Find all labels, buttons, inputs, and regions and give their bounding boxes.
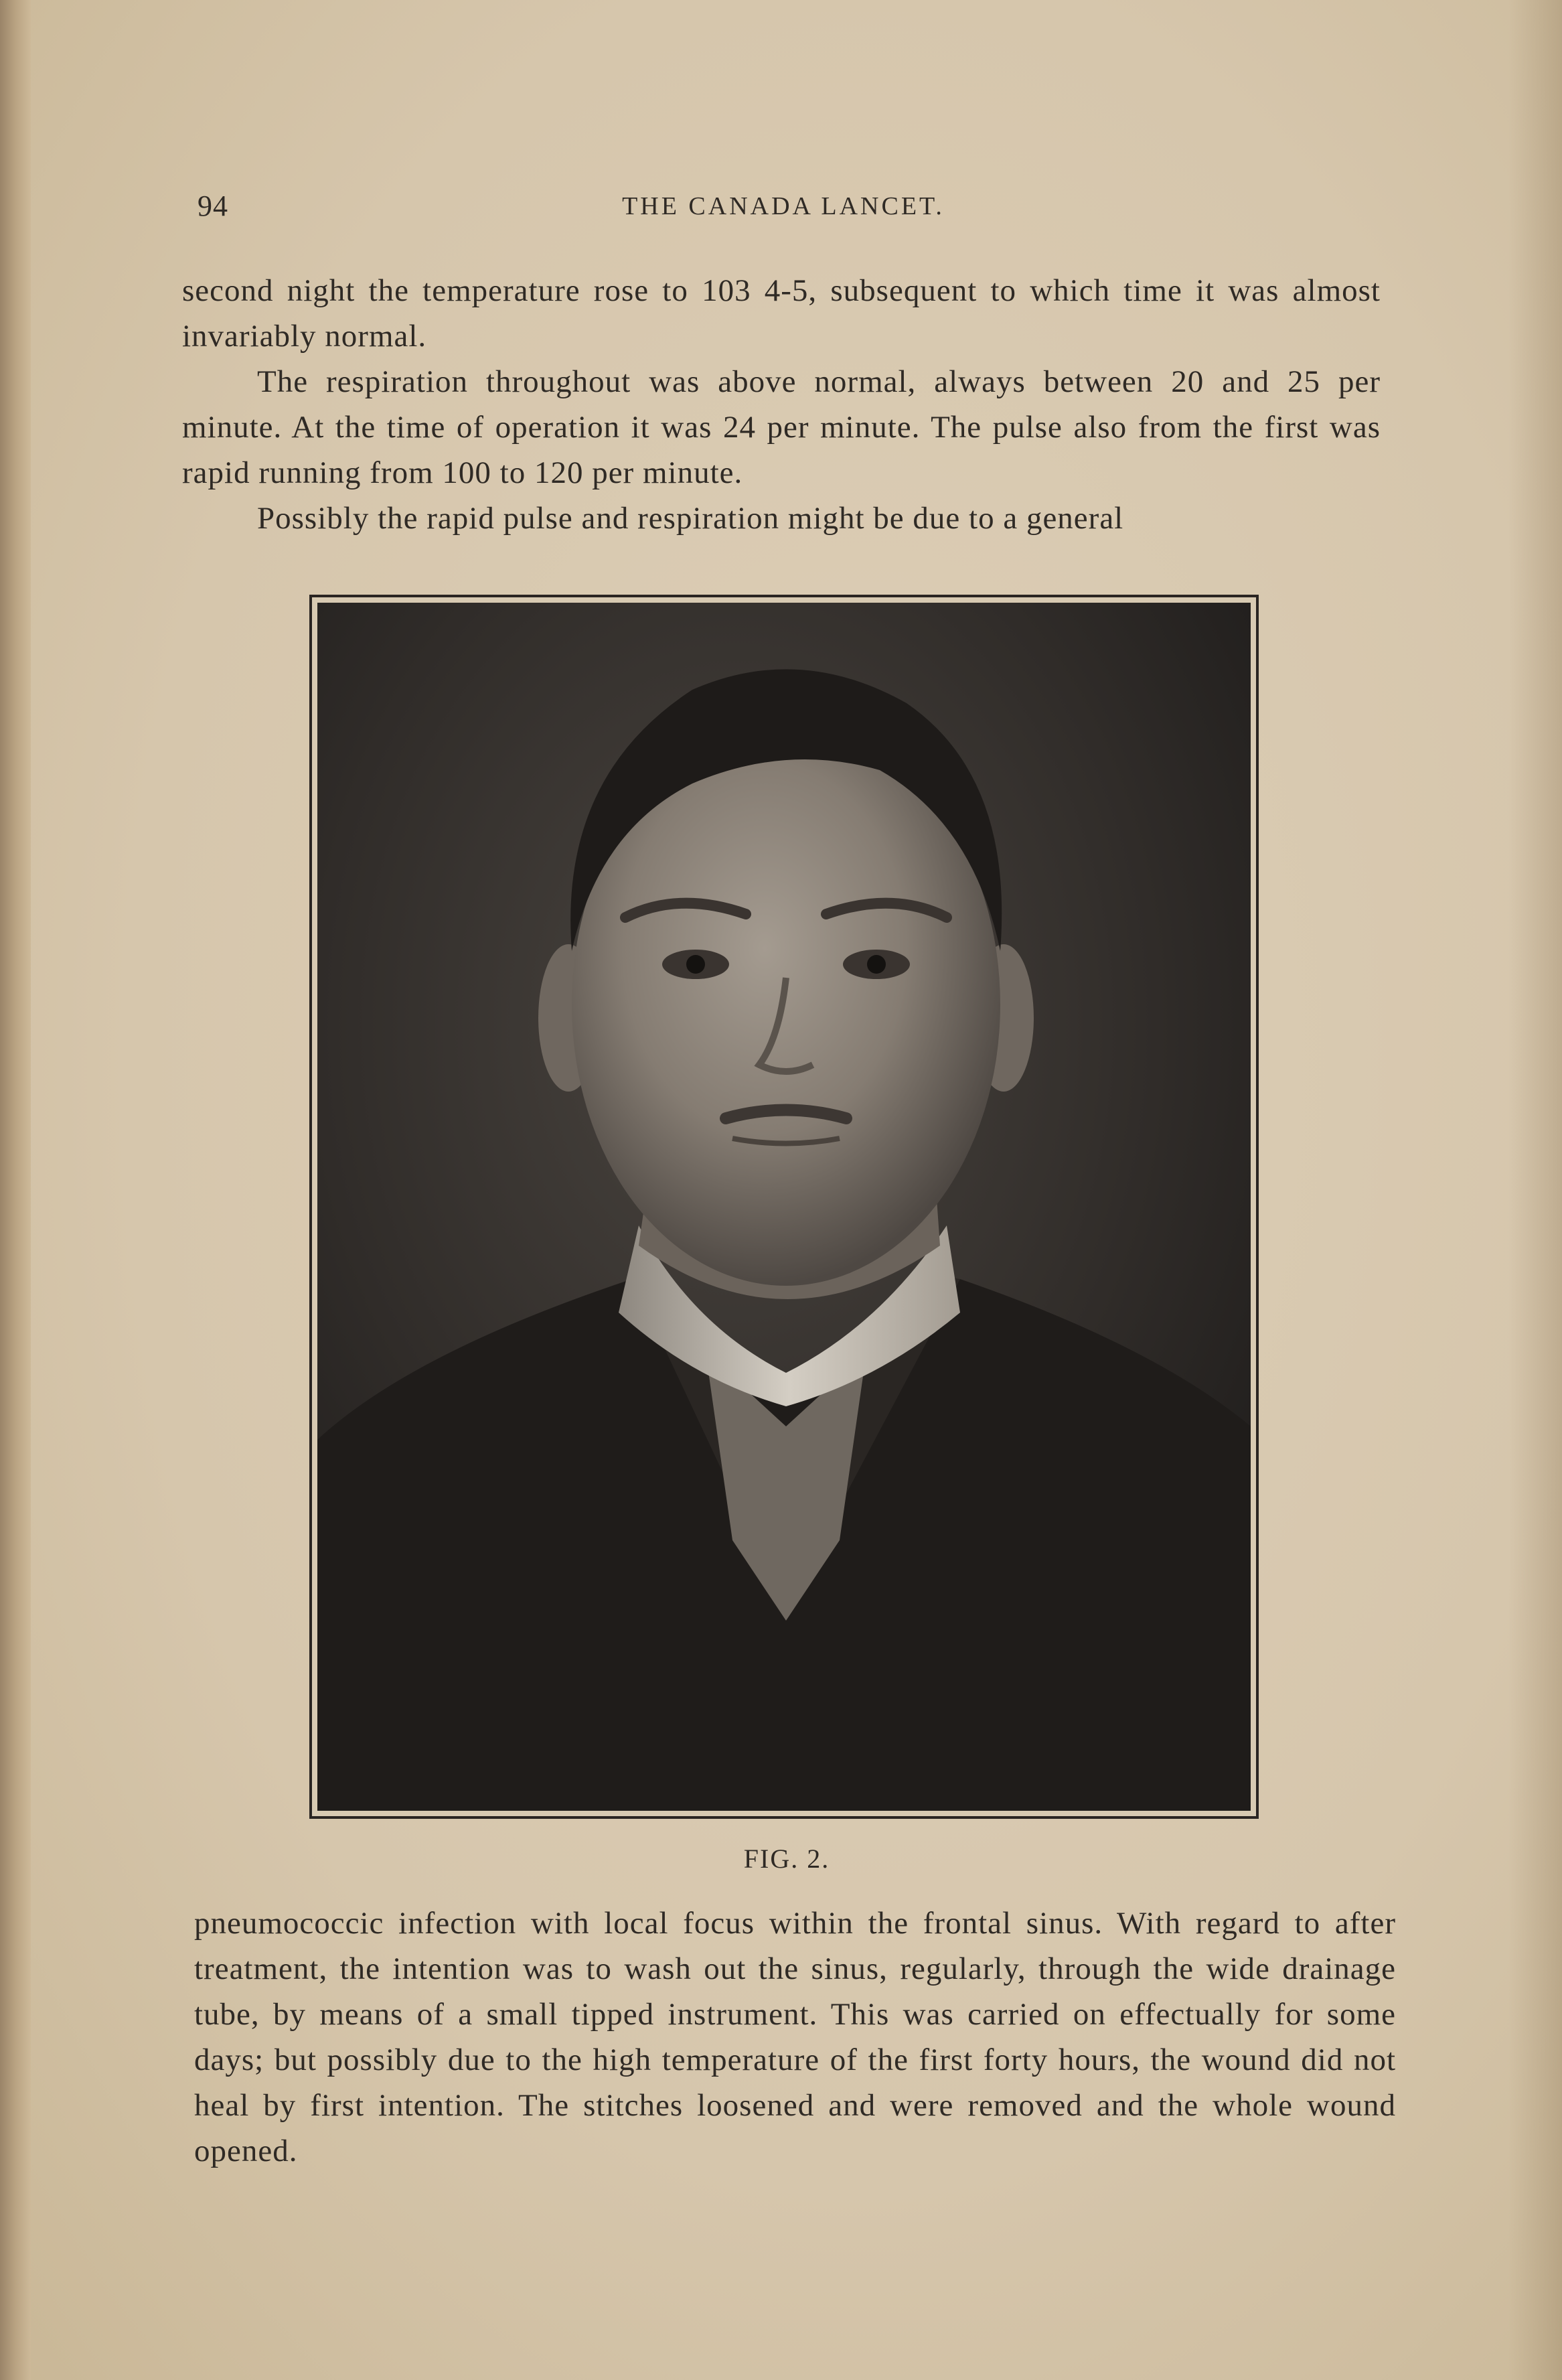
figure-caption: FIG. 2. bbox=[743, 1844, 830, 1874]
page-number: 94 bbox=[198, 190, 228, 222]
portrait-image bbox=[317, 603, 1251, 1811]
page-shadow bbox=[1508, 0, 1562, 2380]
body-text-bottom bbox=[194, 1901, 1396, 2174]
paragraph-pneumococcic: pneumococcic infection with local focus within the frontal sinus. With regard to after treatment, the intention was to wash out the sinus, regularly, through the wide drainage tube, by means of a small tipped instrument. This was carried on effectually for some days; but possibly due to the high temperature of the first forty hours, the wound did not heal by first intention. The stitches loosened and were removed and the whole wound opened. bbox=[194, 1906, 1396, 2168]
page-binding-edge bbox=[0, 0, 31, 2380]
paragraph-possibly: Possibly the rapid pulse and respiration might be due to a general bbox=[257, 501, 1124, 536]
paragraph-respiration: The respiration throughout was above normal, always between 20 and 25 per minute. At the time of operation it was 24 per minute. The pulse also from the first was rapid running from 100 to 120 per minute. bbox=[182, 364, 1381, 490]
portrait-photograph bbox=[309, 595, 1259, 1819]
running-title: THE CANADA LANCET. bbox=[622, 192, 945, 220]
body-text-top bbox=[182, 268, 1381, 541]
paragraph-continuation: second night the temperature rose to 103 4-5, subsequent to which time it was almost invariably normal. bbox=[182, 273, 1381, 354]
